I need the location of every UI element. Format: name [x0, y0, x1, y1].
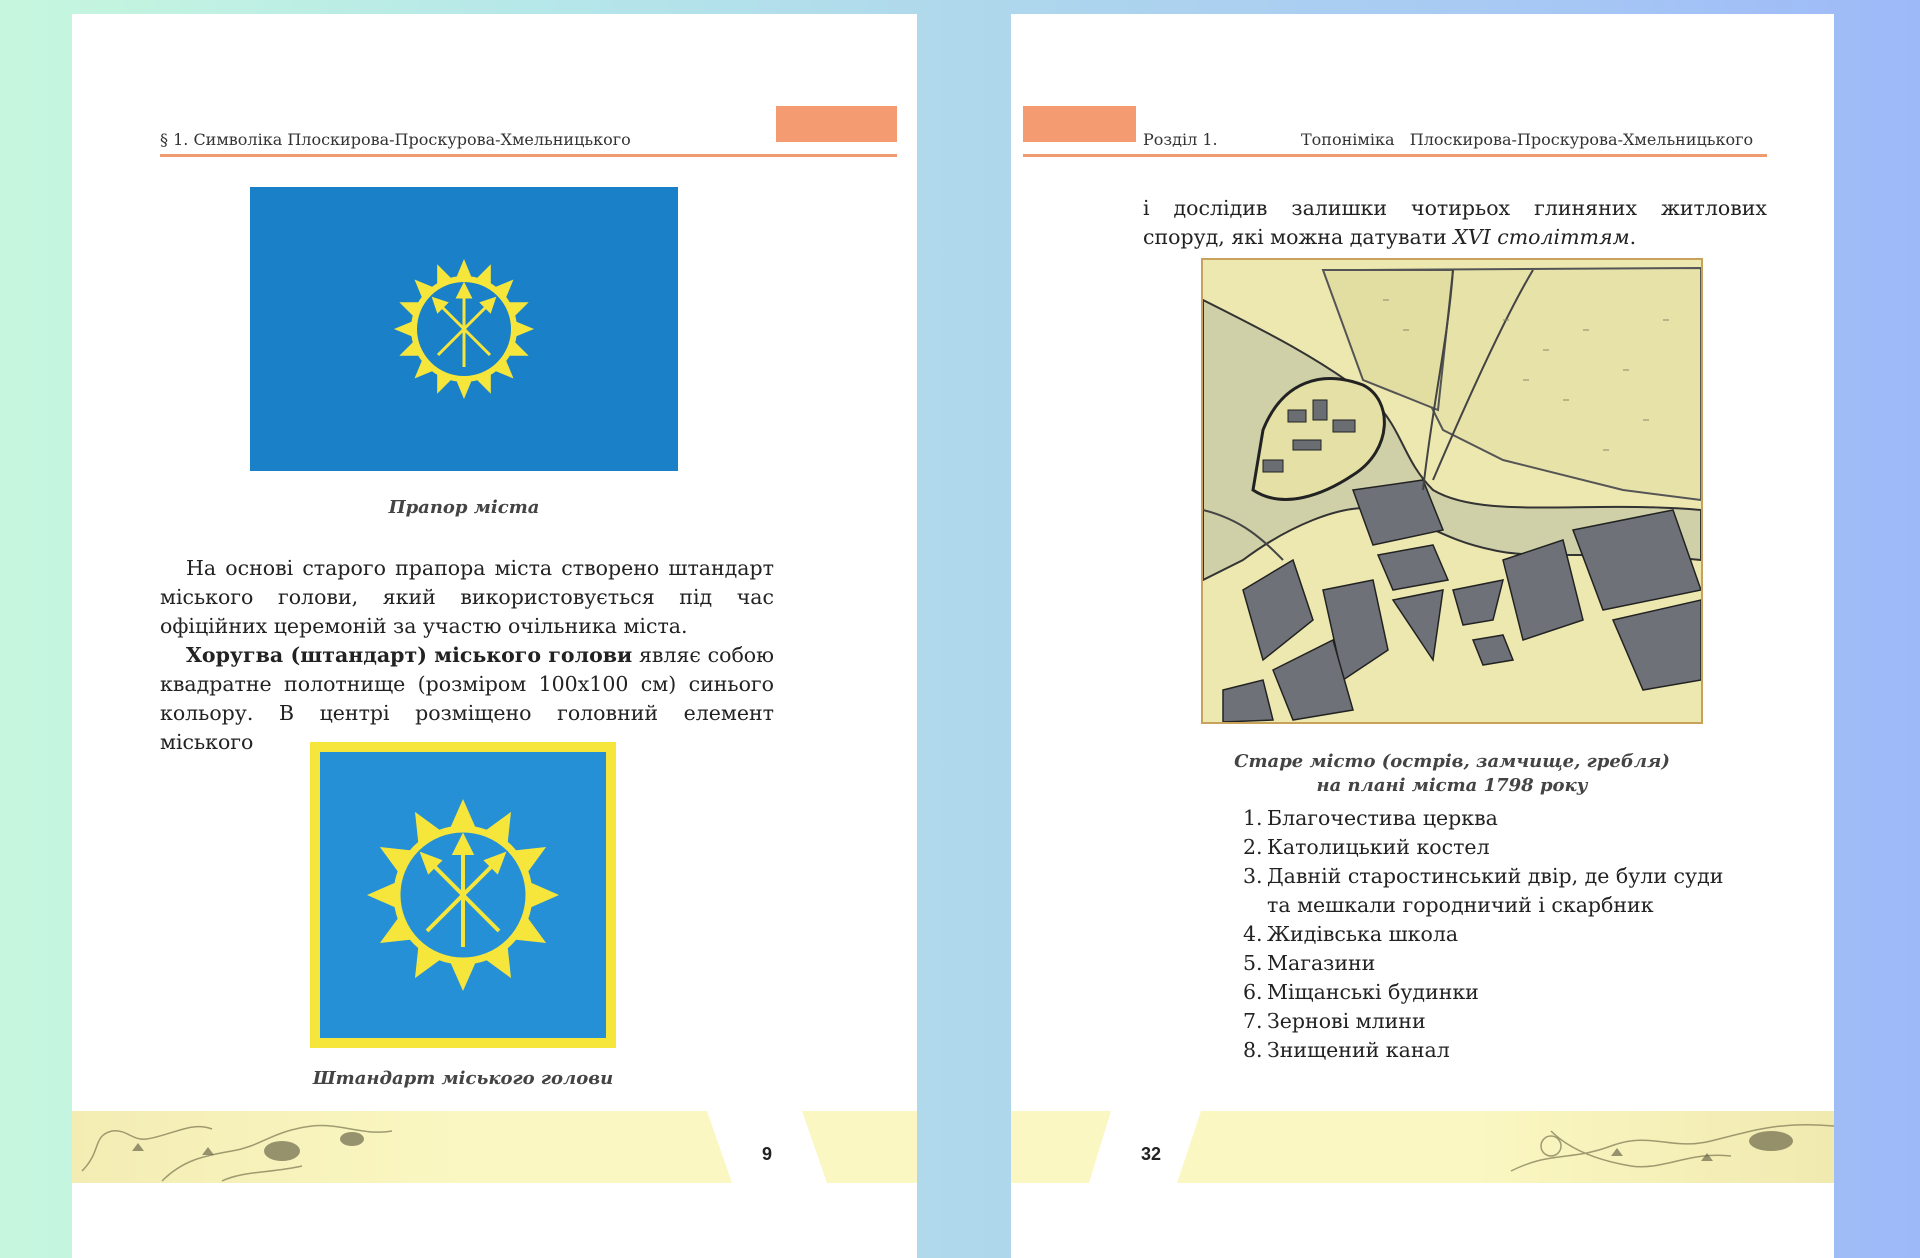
- legend-item-text: Знищений канал: [1267, 1038, 1450, 1062]
- paragraph-2-text: являє собою квадратне полотнище (розміром 100х100 см) синього кольору. В центрі розміщено головний елемент міського: [160, 643, 774, 754]
- legend-item-number: [1243, 891, 1267, 920]
- legend-item-number: 8.: [1243, 1038, 1263, 1062]
- paragraph-1-text: На основі старого прапора міста створено штандарт міського голови, який використовується під час офіційних церемоній за участю очільника міста.: [160, 556, 774, 638]
- footer-map-band: [1011, 1111, 1834, 1183]
- legend-item: [1243, 804, 1743, 833]
- legend-item: [1243, 949, 1743, 978]
- legend-item: [1243, 978, 1743, 1007]
- map-legend-list: [1243, 804, 1743, 1065]
- legend-item-text: Католицький костел: [1267, 835, 1490, 859]
- legend-item-number: 7.: [1243, 1009, 1263, 1033]
- legend-item-number: 4.: [1243, 922, 1263, 946]
- legend-item-number: 5.: [1243, 951, 1263, 975]
- paragraph-1: [160, 554, 774, 641]
- legend-item-number: 3.: [1243, 864, 1263, 888]
- header-accent-bar: [776, 106, 897, 142]
- flag-caption: Прапор міста: [388, 497, 540, 518]
- legend-item-text: Благочестива церква: [1267, 806, 1498, 830]
- left-page-header: § 1. Символіка Плоскирова-Проскурова-Хмельницького: [160, 130, 631, 149]
- legend-item-text: Давній старостинський двір, де були суди: [1267, 864, 1724, 888]
- footer-map-band: [72, 1111, 917, 1183]
- legend-item: [1243, 1036, 1743, 1065]
- left-page: [72, 14, 917, 1258]
- right-page: [1011, 14, 1834, 1258]
- header-rule: [160, 154, 897, 157]
- legend-item-text: Магазини: [1267, 951, 1376, 975]
- intro-text: і дослідив залишки чотирьох глиняних житлових споруд, які можна датувати: [1143, 196, 1767, 249]
- right-page-number: 32: [1141, 1144, 1162, 1164]
- legend-item-text: та мешкали городничий і скарбник: [1267, 893, 1654, 917]
- legend-item: [1243, 891, 1743, 920]
- legend-item-number: 2.: [1243, 835, 1263, 859]
- paragraph-2: [160, 641, 774, 757]
- paragraph-2-bold: Хоругва (штандарт) міського голови: [186, 643, 633, 667]
- legend-item-text: Жидівська школа: [1267, 922, 1459, 946]
- legend-item: [1243, 833, 1743, 862]
- left-page-number: 9: [762, 1144, 773, 1164]
- intro-end: .: [1629, 225, 1637, 249]
- intro-paragraph: [1143, 194, 1767, 252]
- legend-item-number: 6.: [1243, 980, 1263, 1004]
- legend-item: [1243, 1007, 1743, 1036]
- legend-item-number: 1.: [1243, 806, 1263, 830]
- legend-item: [1243, 862, 1743, 891]
- legend-item-text: Зернові млини: [1267, 1009, 1426, 1033]
- map-drawing: [1203, 260, 1701, 722]
- map-caption-line-1: Старе місто (острів, замчище, гребля): [1234, 751, 1670, 772]
- old-city-map-image: [1201, 258, 1703, 724]
- sun-emblem-icon: [394, 259, 534, 399]
- map-caption-line-2: на плані міста 1798 року: [1316, 775, 1588, 796]
- legend-item-text: Міщанські будинки: [1267, 980, 1479, 1004]
- mayor-standard-image: [310, 742, 616, 1048]
- standard-caption: Штандарт міського голови: [312, 1068, 614, 1089]
- right-page-header-section: Розділ 1.: [1143, 130, 1218, 149]
- city-flag-image: [250, 187, 678, 471]
- legend-item: [1243, 920, 1743, 949]
- header-rule: [1023, 154, 1767, 157]
- intro-italic: XVI століттям: [1453, 225, 1630, 249]
- right-page-header-title: Топоніміка Плоскирова-Проскурова-Хмельницького: [1301, 130, 1754, 149]
- header-accent-bar: [1023, 106, 1136, 142]
